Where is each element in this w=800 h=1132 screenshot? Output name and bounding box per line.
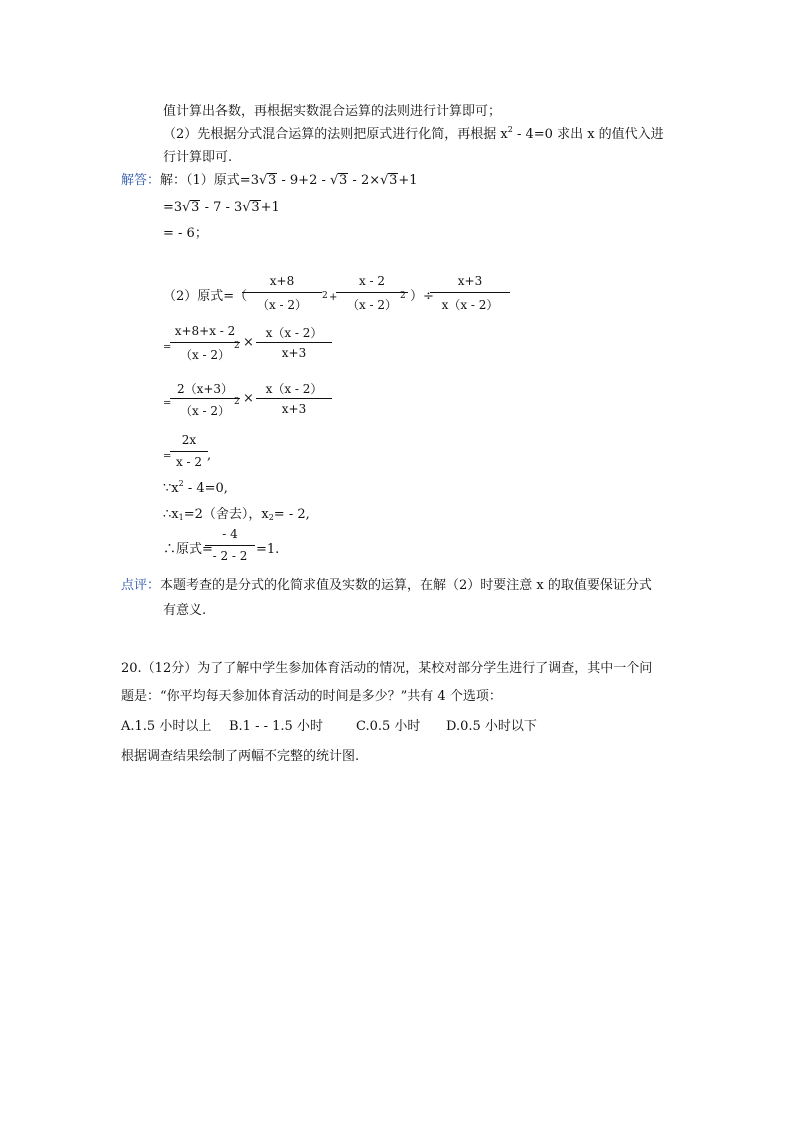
exponent: 2 [234,397,240,407]
step1-fraction-b: x（x - 2） x+3 [256,324,332,364]
solution-line-2: =3√3 - 7 - 3√3+1 [163,200,280,215]
times-sign: × [243,391,254,406]
question20-option-c: C.0.5 小时 [356,719,421,734]
sqrt-3: √3 [242,200,260,215]
question20-line-4: 根据调查结果绘制了两幅不完整的统计图. [121,749,360,764]
solution-label: 解答 [121,173,148,188]
result-fraction: - 4 - 2 - 2 [205,527,255,567]
times-sign: × [243,335,254,350]
step3-fraction: 2x x - 2 [170,433,208,473]
equals-sign: = [163,451,172,462]
close-paren-divide: ）÷ [410,289,434,304]
sqrt-3: √3 [258,173,277,188]
step1-fraction-a: x+8+x - 2 （x - 2） [170,324,240,364]
therefore-line-2: ∴原式= [163,542,213,557]
plus-sign: + [329,292,338,303]
analysis-line-1: 值计算出各数，再根据实数混合运算的法则进行计算即可； [163,104,502,119]
question20-line-1: 20.（12分）为了了解中学生参加体育活动的情况，某校对部分学生进行了调查，其中一个问 [121,661,653,676]
comment-line-1: 点评：本题考查的是分式的化简求值及实数的运算，在解（2）时要注意 x 的取值要保证分式 [121,578,652,593]
exponent: 2 [322,291,328,301]
sqrt-3: √3 [380,173,398,188]
comment-line-2: 有意义. [163,603,207,618]
exponent: 2 [234,341,240,351]
analysis-line-3: 行计算即可. [163,150,233,165]
question20-option-b: B.1 - - 1.5 小时 [229,719,323,734]
comment-label: 点评 [121,578,148,593]
fraction-1: x+8 （x - 2） [242,274,322,314]
solution-line-1: 解答：解：（1）原式=3√3 - 9+2 - √3 - 2×√3+1 [121,173,418,188]
fraction-3: x+3 x（x - 2） [430,274,510,314]
question20-option-a: A.1.5 小时以上 [121,719,212,734]
because-line: $\because x^2 - 4=0$, [163,479,228,496]
sqrt-3: √3 [330,173,348,188]
step2-fraction-a: 2（x+3） （x - 2） [170,380,240,420]
question20-line-2: 题是：“你平均每天参加体育活动的时间是多少？”共有 4 个选项： [121,689,502,704]
equals-sign: = [163,398,172,409]
step2-fraction-b: x（x - 2） x+3 [256,380,332,420]
result-tail: =1. [256,542,280,557]
exponent: 2 [400,291,406,301]
therefore-line-1: $\therefore x_1=2$（舍去），$x_2= - 2$, [163,507,310,522]
part2-label: （2）原式=（ [163,289,248,304]
analysis-line-2: （2）先根据分式混合运算的法则把原式进行化简，再根据 $x^2 - 4=0$ 求出 x 的值代入进 [163,125,664,142]
solution-line-3: = - 6； [163,226,208,241]
question20-option-d: D.0.5 小时以下 [446,719,537,734]
equals-sign: = [163,342,172,353]
sqrt-3: √3 [182,200,200,215]
fraction-2: x - 2 （x - 2） [336,274,408,314]
comma: , [207,448,212,463]
